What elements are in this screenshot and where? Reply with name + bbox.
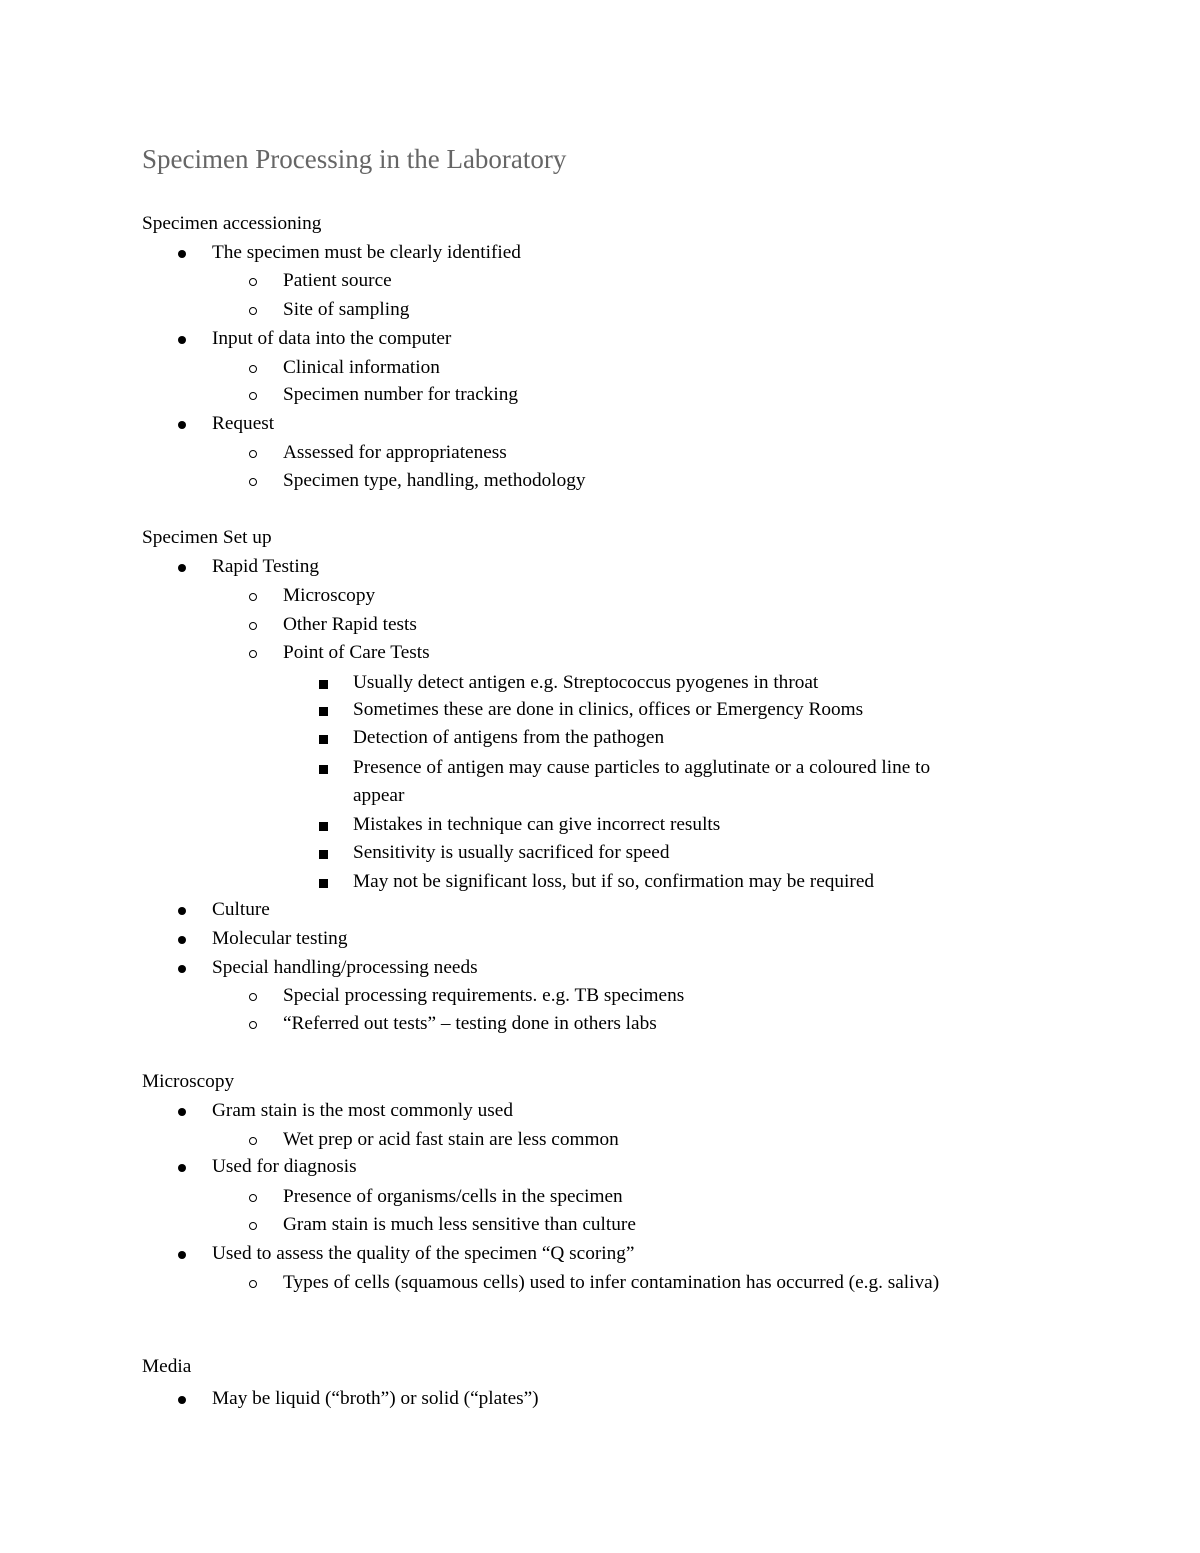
list-item: Point of Care Tests <box>283 642 430 663</box>
page-title: Specimen Processing in the Laboratory <box>142 144 567 174</box>
section-heading-microscopy: Microscopy <box>142 1071 235 1092</box>
list-item: Sensitivity is usually sacrificed for speed <box>353 842 670 863</box>
circle-bullet-icon <box>249 365 257 373</box>
disc-bullet-icon <box>178 907 186 915</box>
section-heading-accessioning: Specimen accessioning <box>142 213 322 234</box>
section-heading-media: Media <box>142 1356 192 1377</box>
list-item: Special processing requirements. e.g. TB specimens <box>283 985 685 1006</box>
disc-bullet-icon <box>178 965 186 973</box>
disc-bullet-icon <box>178 1164 186 1172</box>
list-item: Sometimes these are done in clinics, offices or Emergency Rooms <box>353 699 864 720</box>
square-bullet-icon <box>319 735 328 744</box>
disc-bullet-icon <box>178 250 186 258</box>
disc-bullet-icon <box>178 936 186 944</box>
disc-bullet-icon <box>178 1251 186 1259</box>
list-item: Specimen number for tracking <box>283 384 519 405</box>
list-item: Rapid Testing <box>212 556 320 577</box>
circle-bullet-icon <box>249 993 257 1001</box>
list-item: Used for diagnosis <box>212 1156 357 1177</box>
circle-bullet-icon <box>249 1222 257 1230</box>
circle-bullet-icon <box>249 1137 257 1145</box>
square-bullet-icon <box>319 707 328 716</box>
list-item: Assessed for appropriateness <box>283 442 507 463</box>
circle-bullet-icon <box>249 622 257 630</box>
list-item: Special handling/processing needs <box>212 957 478 978</box>
list-item: Usually detect antigen e.g. Streptococcus pyogenes in throat <box>353 672 819 693</box>
list-item: Other Rapid tests <box>283 614 417 635</box>
list-item: Microscopy <box>283 585 376 606</box>
list-item: Presence of organisms/cells in the specimen <box>283 1186 623 1207</box>
section-heading-setup: Specimen Set up <box>142 527 272 548</box>
square-bullet-icon <box>319 879 328 888</box>
circle-bullet-icon <box>249 278 257 286</box>
list-item: Specimen type, handling, methodology <box>283 470 586 491</box>
circle-bullet-icon <box>249 307 257 315</box>
circle-bullet-icon <box>249 1280 257 1288</box>
disc-bullet-icon <box>178 564 186 572</box>
list-item: “Referred out tests” – testing done in others labs <box>283 1013 657 1034</box>
circle-bullet-icon <box>249 650 257 658</box>
list-item: Clinical information <box>283 357 440 378</box>
list-item: Molecular testing <box>212 928 348 949</box>
circle-bullet-icon <box>249 478 257 486</box>
list-item: Input of data into the computer <box>212 328 452 349</box>
square-bullet-icon <box>319 680 328 689</box>
list-item-continuation: appear <box>353 785 405 806</box>
list-item: Detection of antigens from the pathogen <box>353 727 665 748</box>
list-item: The specimen must be clearly identified <box>212 242 521 263</box>
disc-bullet-icon <box>178 1396 186 1404</box>
circle-bullet-icon <box>249 450 257 458</box>
list-item: Site of sampling <box>283 299 410 320</box>
list-item: Used to assess the quality of the specimen “Q scoring” <box>212 1243 635 1264</box>
list-item: Request <box>212 413 275 434</box>
list-item: Gram stain is much less sensitive than culture <box>283 1214 636 1235</box>
list-item: Patient source <box>283 270 392 291</box>
list-item: Presence of antigen may cause particles to agglutinate or a coloured line to <box>353 757 931 778</box>
circle-bullet-icon <box>249 1194 257 1202</box>
disc-bullet-icon <box>178 336 186 344</box>
list-item: Gram stain is the most commonly used <box>212 1100 513 1121</box>
circle-bullet-icon <box>249 392 257 400</box>
list-item: Mistakes in technique can give incorrect results <box>353 814 721 835</box>
list-item: Types of cells (squamous cells) used to infer contamination has occurred (e.g. saliva) <box>283 1272 940 1293</box>
square-bullet-icon <box>319 850 328 859</box>
circle-bullet-icon <box>249 593 257 601</box>
list-item: Wet prep or acid fast stain are less common <box>283 1129 619 1150</box>
circle-bullet-icon <box>249 1021 257 1029</box>
list-item: May not be significant loss, but if so, confirmation may be required <box>353 871 875 892</box>
disc-bullet-icon <box>178 1108 186 1116</box>
square-bullet-icon <box>319 765 328 774</box>
list-item: May be liquid (“broth”) or solid (“plates”) <box>212 1388 539 1409</box>
disc-bullet-icon <box>178 421 186 429</box>
list-item: Culture <box>212 899 270 920</box>
square-bullet-icon <box>319 822 328 831</box>
